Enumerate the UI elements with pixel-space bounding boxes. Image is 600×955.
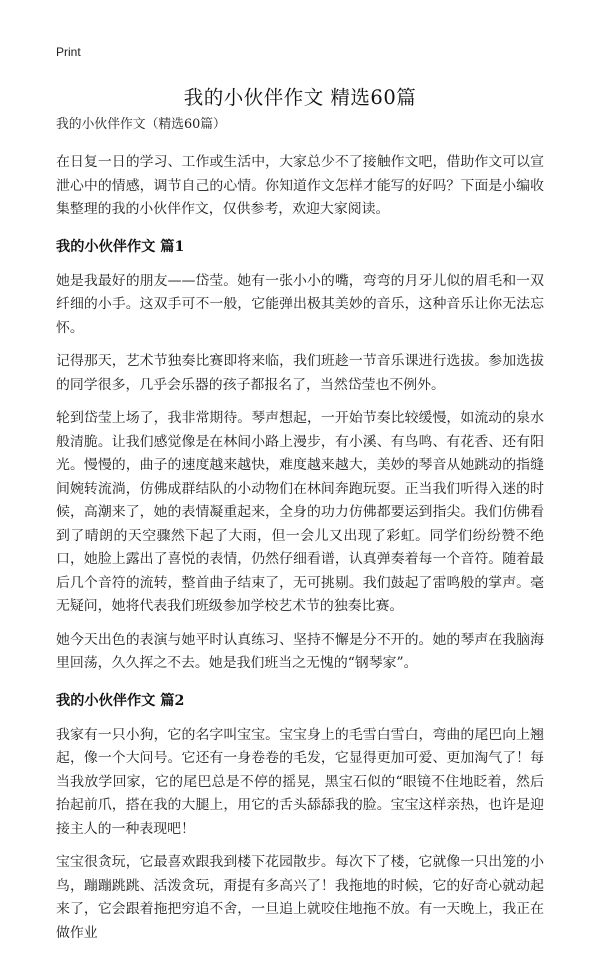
- section-1: [56, 236, 544, 676]
- document-title: 我的小伙伴作文 精选60篇: [183, 86, 417, 109]
- intro-paragraph: 在日复一日的学习、工作或生活中，大家总少不了接触作文吧，借助作文可以宣泄心中的情感，调节自己的心情。你知道作文怎样才能写的好吗？下面是小编收集整理的我的小伙伴作文，仅供参考，欢迎大家阅读。: [56, 154, 544, 217]
- paragraph: 她是我最好的朋友——岱莹。她有一张小小的嘴，弯弯的月牙儿似的眉毛和一双纤细的小手。这双手可不一般，它能弹出极其美妙的音乐，这种音乐让你无法忘怀。: [56, 272, 544, 336]
- subtitle: 我的小伙伴作文（精选60篇）: [56, 117, 226, 132]
- paragraph: 轮到岱莹上场了，我非常期待。琴声想起，一开始节奏比较缓慢，如流动的泉水般清脆。让我们感觉像是在林间小路上漫步，有小溪、有鸟鸣、有花香、还有阳光。慢慢的，曲子的速度越来越快，难度越来越大，美妙的琴音从她跳动的指缝间婉转流淌，仿佛成群结队的小动物们在林间奔跑玩耍。正当我们听得入迷的时候，高潮来了，她的表情凝重起来，全身的功力仿佛都要运到指尖。我们仿佛看到了晴朗的天空骤然下起了大雨，但一会儿又出现了彩虹。同学们纷纷赞不绝口，她脸上露出了喜悦的表情，仍然仔细看谱，认真弹奏着每一个音符。随着最后几个音符的流转，整首曲子结束了，无可挑剔。我们鼓起了雷鸣般的掌声。毫无疑问，她将代表我们班级参加学校艺术节的独奏比赛。: [56, 410, 544, 614]
- section-2: [56, 690, 544, 946]
- paragraph: 她今天出色的表演与她平时认真练习、坚持不懈是分不开的。她的琴声在我脑海里回荡，久久挥之不去。她是我们班当之无愧的“钢琴家”。: [56, 631, 544, 671]
- print-label[interactable]: Print: [56, 45, 81, 59]
- paragraph: 宝宝很贪玩，它最喜欢跟我到楼下花园散步。每次下了楼，它就像一只出笼的小鸟，蹦蹦跳跳、活泼贪玩，甭提有多高兴了！我拖地的时候，它的好奇心就动起来了，它会跟着拖把穷追不舍，一旦追上就咬住地拖不放。有一天晚上，我正在做作业: [56, 854, 544, 941]
- paragraph: 记得那天，艺术节独奏比赛即将来临，我们班趁一节音乐课进行选拔。参加选拔的同学很多，几乎会乐器的孩子都报名了，当然岱莹也不例外。: [56, 353, 544, 393]
- section-heading: 我的小伙伴作文 篇1: [56, 238, 185, 255]
- section-heading: 我的小伙伴作文 篇2: [56, 692, 185, 709]
- paragraph: 我家有一只小狗，它的名字叫宝宝。宝宝身上的毛雪白雪白，弯曲的尾巴向上翘起，像一个大问号。它还有一身卷卷的毛发，它显得更加可爱、更加淘气了！每当我放学回家，它的尾巴总是不停的摇晃，黑宝石似的“眼镜不住地眨着，然后抬起前爪，搭在我的大腿上，用它的舌头舔舔我的脸。宝宝这样亲热，也许是迎接主人的一种表现吧！: [56, 726, 544, 837]
- document-body: [56, 115, 544, 955]
